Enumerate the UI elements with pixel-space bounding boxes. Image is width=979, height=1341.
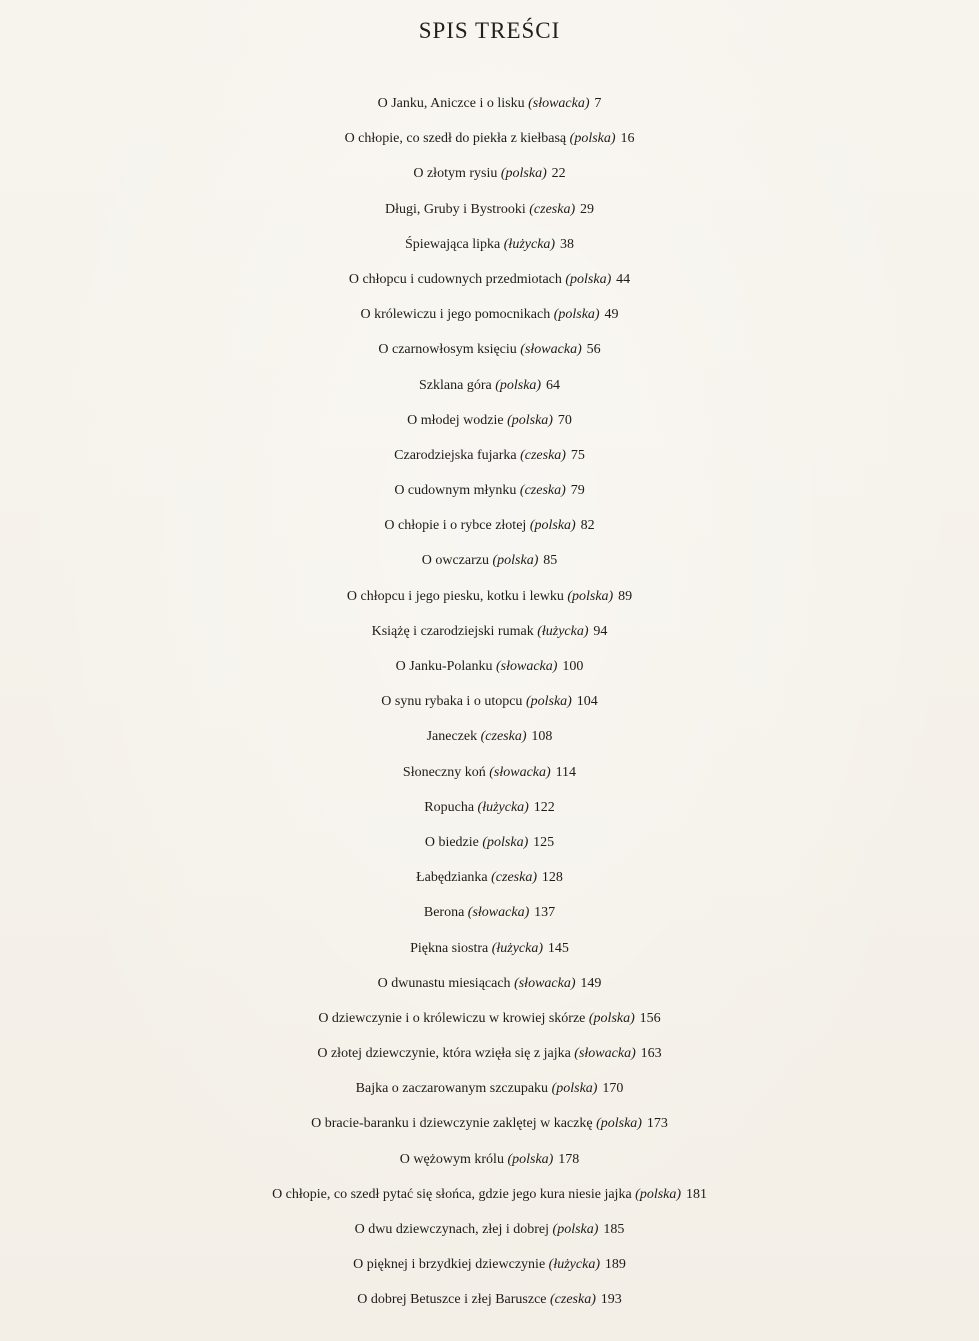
toc-entry-page-number: 170 — [602, 1081, 624, 1097]
toc-entry-title: Ropucha — [424, 799, 475, 815]
toc-entry — [0, 192, 979, 227]
toc-entry-title: O dwu dziewczynach, złej i dobrej — [354, 1222, 550, 1237]
toc-entry — [0, 403, 979, 438]
toc-entry-origin: (czeska) — [491, 870, 537, 886]
toc-entry-page-number: 7 — [594, 96, 602, 111]
toc-entry-page-number: 173 — [646, 1116, 668, 1132]
toc-entry-origin: (słowacka) — [574, 1046, 636, 1062]
toc-entry — [0, 297, 979, 332]
table-of-contents — [0, 86, 979, 1318]
toc-entry — [0, 508, 979, 543]
toc-entry-origin: (polska) — [569, 131, 616, 147]
toc-entry-page-number: 94 — [593, 623, 608, 639]
toc-entry — [0, 790, 979, 825]
toc-entry-title: O młodej wodzie — [407, 412, 504, 428]
toc-entry-title: Długi, Gruby i Bystrooki — [384, 201, 526, 217]
toc-entry-origin: (polska) — [495, 377, 542, 393]
toc-entry — [0, 895, 979, 930]
toc-entry-page-number: 122 — [533, 799, 555, 815]
toc-entry-origin: (polska) — [551, 1081, 598, 1097]
toc-entry — [0, 121, 979, 156]
toc-entry-origin: (polska) — [507, 1151, 554, 1167]
toc-entry-title: O złotej dziewczynie, która wzięła się z jajka — [317, 1046, 571, 1062]
toc-entry-page-number: 79 — [570, 483, 585, 499]
toc-entry-title: O złotym rysiu — [413, 166, 498, 182]
toc-entry-origin: (polska) — [588, 1010, 635, 1026]
toc-entry-origin: (łużycka) — [477, 799, 529, 815]
toc-entry — [0, 473, 979, 508]
toc-entry-title: O pięknej i brzydkiej dziewczynie — [353, 1257, 546, 1273]
toc-entry-origin: (czeska) — [519, 483, 566, 499]
toc-entry — [0, 755, 979, 790]
toc-entry-origin: (polska) — [567, 588, 614, 604]
toc-entry-title: O Janku, Aniczce i o lisku — [377, 96, 525, 111]
toc-entry-page-number: 64 — [545, 377, 560, 393]
toc-entry-origin: (polska) — [525, 694, 572, 710]
toc-entry-page-number: 163 — [640, 1046, 662, 1062]
toc-entry-origin: (polska) — [492, 553, 539, 569]
toc-entry — [0, 1036, 979, 1071]
toc-entry-page-number: 104 — [576, 694, 598, 710]
toc-entry-origin: (słowacka) — [528, 96, 590, 111]
toc-entry-page-number: 137 — [534, 905, 556, 921]
toc-entry — [0, 332, 979, 367]
toc-entry-page-number: 75 — [570, 447, 585, 463]
toc-entry-title: O chłopcu i jego piesku, kotku i lewku — [346, 588, 564, 604]
toc-entry — [0, 825, 979, 860]
toc-entry — [0, 543, 979, 578]
toc-entry — [0, 1142, 979, 1177]
toc-entry-origin: (łużycka) — [537, 623, 589, 639]
toc-entry-title: Bajka o zaczarowanym szczupaku — [355, 1081, 549, 1097]
toc-entry — [0, 1071, 979, 1106]
toc-entry — [0, 368, 979, 403]
toc-entry — [0, 579, 979, 614]
toc-entry — [0, 614, 979, 649]
toc-entry-title: Szklana góra — [419, 377, 492, 393]
toc-entry-origin: (czeska) — [529, 201, 576, 217]
toc-entry-origin: (łużycka) — [503, 236, 556, 252]
toc-entry-title: O Janku-Polanku — [395, 659, 493, 674]
toc-entry-origin: (czeska) — [520, 447, 566, 463]
toc-entry — [0, 262, 979, 297]
toc-entry-title: Śpiewająca lipka — [405, 236, 501, 252]
toc-entry — [0, 966, 979, 1001]
toc-entry-title: Łabędzianka — [416, 870, 488, 886]
toc-entry — [0, 860, 979, 895]
toc-entry-title: O chłopie i o rybce złotej — [384, 518, 527, 534]
toc-entry-title: O owczarzu — [421, 553, 489, 569]
toc-entry-title: O dwunastu miesiącach — [377, 975, 511, 991]
toc-entry-title: Książę i czarodziejski rumak — [371, 623, 534, 639]
toc-entry-page-number: 89 — [618, 588, 633, 604]
toc-entry — [0, 227, 979, 262]
toc-entry-origin: (polska) — [552, 1222, 599, 1237]
toc-entry-origin: (polska) — [553, 307, 600, 323]
toc-entry — [0, 684, 979, 719]
toc-entry-origin: (słowacka) — [489, 764, 551, 780]
toc-entry-origin: (polska) — [529, 518, 576, 534]
toc-entry-title: O synu rybaka i o utopcu — [381, 694, 523, 710]
toc-entry-page-number: 16 — [620, 131, 635, 147]
toc-entry-origin: (czeska) — [550, 1292, 596, 1308]
toc-entry-title: O czarnowłosym księciu — [378, 342, 517, 358]
toc-entry-page-number: 44 — [616, 271, 631, 287]
toc-entry — [0, 86, 979, 121]
toc-entry-origin: (polska) — [500, 166, 547, 182]
toc-entry-page-number: 82 — [580, 518, 595, 534]
toc-entry-title: O chłopie, co szedł do piekła z kiełbasą — [344, 131, 567, 147]
toc-entry-origin: (łużycka) — [548, 1257, 600, 1273]
toc-entry-page-number: 178 — [558, 1151, 580, 1167]
toc-entry — [0, 649, 979, 684]
toc-entry-origin: (łużycka) — [491, 940, 544, 956]
toc-entry — [0, 1106, 979, 1141]
toc-entry-page-number: 145 — [547, 940, 569, 956]
toc-entry-page-number: 70 — [557, 412, 572, 428]
toc-entry-page-number: 29 — [580, 201, 595, 217]
toc-entry-page-number: 108 — [531, 729, 553, 745]
toc-entry-origin: (polska) — [635, 1186, 682, 1202]
toc-entry-origin: (polska) — [507, 412, 553, 428]
toc-entry-page-number: 56 — [586, 342, 601, 358]
toc-entry-title: Słoneczny koń — [402, 764, 486, 780]
toc-entry-title: Piękna siostra — [410, 940, 489, 956]
toc-entry-title: O dobrej Betuszce i złej Baruszce — [357, 1292, 547, 1308]
toc-entry — [0, 719, 979, 754]
toc-entry-origin: (słowacka) — [514, 975, 576, 991]
toc-entry-title: O wężowym królu — [399, 1151, 504, 1167]
toc-entry-page-number: 181 — [685, 1186, 707, 1202]
toc-entry — [0, 1001, 979, 1036]
toc-entry-title: Czarodziejska fujarka — [394, 447, 517, 463]
toc-entry — [0, 931, 979, 966]
toc-entry — [0, 438, 979, 473]
toc-entry-title: O chłopcu i cudownych przedmiotach — [348, 271, 562, 287]
toc-entry-origin: (polska) — [482, 834, 529, 850]
toc-entry-origin: (słowacka) — [496, 659, 558, 674]
toc-entry-page-number: 193 — [600, 1292, 622, 1308]
toc-entry-page-number: 22 — [551, 166, 566, 182]
toc-entry — [0, 1282, 979, 1317]
toc-entry-origin: (polska) — [596, 1116, 642, 1132]
toc-entry-page-number: 189 — [604, 1257, 626, 1273]
toc-entry-page-number: 156 — [639, 1010, 661, 1026]
toc-entry-page-number: 85 — [543, 553, 558, 569]
toc-entry-page-number: 185 — [603, 1222, 625, 1237]
toc-entry-origin: (czeska) — [480, 729, 527, 745]
toc-entry-page-number: 114 — [555, 764, 577, 780]
toc-entry-title: O bracie-baranku i dziewczynie zaklętej w kaczkę — [311, 1116, 593, 1132]
toc-entry-title: O królewiczu i jego pomocnikach — [360, 307, 551, 323]
toc-entry-title: Janeczek — [426, 729, 478, 745]
toc-entry-title: O chłopie, co szedł pytać się słońca, gdzie jego kura niesie jajka — [272, 1186, 632, 1202]
toc-entry — [0, 1247, 979, 1282]
page-title: SPIS TREŚCI — [418, 18, 561, 43]
toc-entry-page-number: 149 — [580, 975, 602, 991]
toc-entry-page-number: 100 — [562, 659, 584, 674]
toc-entry-title: Berona — [423, 905, 465, 921]
toc-entry-origin: (słowacka) — [467, 905, 530, 921]
toc-entry-title: O biedzie — [424, 834, 479, 850]
toc-entry-page-number: 38 — [559, 236, 574, 252]
toc-entry-title: O dziewczynie i o królewiczu w krowiej skórze — [318, 1010, 586, 1026]
toc-entry-page-number: 49 — [604, 307, 619, 323]
toc-entry — [0, 1212, 979, 1247]
toc-entry-page-number: 128 — [541, 870, 563, 886]
toc-entry — [0, 156, 979, 191]
toc-entry-origin: (słowacka) — [520, 342, 582, 358]
toc-entry — [0, 1177, 979, 1212]
toc-entry-title: O cudownym młynku — [394, 483, 517, 499]
toc-entry-origin: (polska) — [565, 271, 612, 287]
toc-entry-page-number: 125 — [533, 834, 555, 850]
